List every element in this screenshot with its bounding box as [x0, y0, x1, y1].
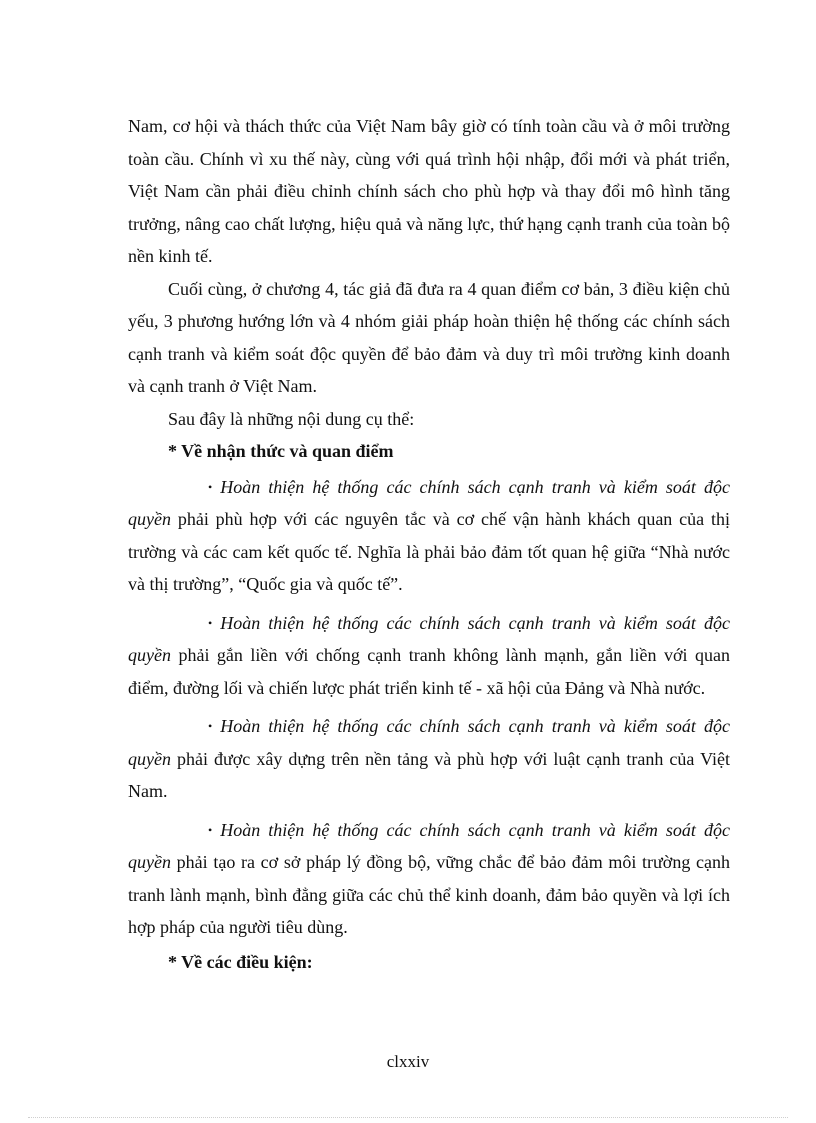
bullet-item — [128, 607, 730, 705]
paragraph-chapter4: Cuối cùng, ở chương 4, tác giả đã đưa ra 4 quan điểm cơ bản, 3 điều kiện chủ yếu, 3 phương hướng lớn và 4 nhóm giải pháp hoàn thiện hệ thống các chính sách cạnh tranh và kiểm soát độc quyền để bảo đảm và duy trì môi trường kinh doanh và cạnh tranh ở Việt Nam. — [128, 278, 730, 396]
paragraph-continuation: Nam, cơ hội và thách thức của Việt Nam bây giờ có tính toàn cầu và ở môi trường toàn cầu. Chính vì xu thế này, cùng với quá trình hội nhập, đổi mới và phát triển, Việt Nam cần phải điều chỉnh chính sách cho phù hợp và thay đổi mô hình tăng trưởng, nâng cao chất lượng, hiệu quả và năng lực, thứ hạng cạnh tranh của toàn bộ nền kinh tế. — [128, 116, 730, 266]
paragraph-intro: Sau đây là những nội dung cụ thể: — [168, 408, 415, 429]
page-number: clxxiv — [386, 1052, 430, 1071]
bullet-italic-text: Hoàn thiện hệ thống các chính sách cạnh tranh và kiểm soát độc quyền — [128, 819, 730, 872]
bullet-text: phải được xây dựng trên nền tảng và phù hợp với luật cạnh tranh của Việt Nam. — [128, 748, 730, 801]
bullet-text: phải phù hợp với các nguyên tắc và cơ chế vận hành khách quan của thị trường và các cam kết quốc tế. Nghĩa là phải bảo đảm tốt quan hệ giữa “Nhà nước và thị trường”, “Quốc gia và quốc tế”. — [128, 509, 730, 594]
section-heading-conditions: * Về các điều kiện: — [168, 951, 313, 972]
section-heading-perception: * Về nhận thức và quan điểm — [168, 441, 394, 461]
bullet-icon: • — [208, 822, 213, 837]
bullet-item — [128, 471, 730, 601]
bullet-item — [128, 710, 730, 808]
document-body — [128, 110, 730, 978]
bullet-italic-text: Hoàn thiện hệ thống các chính sách cạnh tranh và kiểm soát độc quyền — [128, 716, 730, 769]
bullet-icon: • — [208, 719, 213, 733]
bullet-icon: • — [208, 615, 213, 630]
bullet-italic-text: Hoàn thiện hệ thống các chính sách cạnh tranh và kiểm soát độc quyền — [128, 612, 730, 665]
bullet-italic-text: Hoàn thiện hệ thống các chính sách cạnh tranh và kiểm soát độc quyền — [128, 476, 730, 529]
bullet-text: phải tạo ra cơ sở pháp lý đồng bộ, vững chắc để bảo đảm môi trường cạnh tranh lành mạnh, bình đẳng giữa các chủ thể kinh doanh, đảm bảo quyền và lợi ích hợp pháp của người tiêu dùng. — [128, 852, 730, 937]
bullet-item — [128, 814, 730, 944]
bullet-icon: • — [208, 479, 213, 494]
bullet-text: phải gắn liền với chống cạnh tranh không lành mạnh, gắn liền với quan điểm, đường lối và chiến lược phát triển kinh tế - xã hội của Đảng và Nhà nước. — [128, 645, 730, 698]
page-bottom-divider — [28, 1117, 788, 1118]
